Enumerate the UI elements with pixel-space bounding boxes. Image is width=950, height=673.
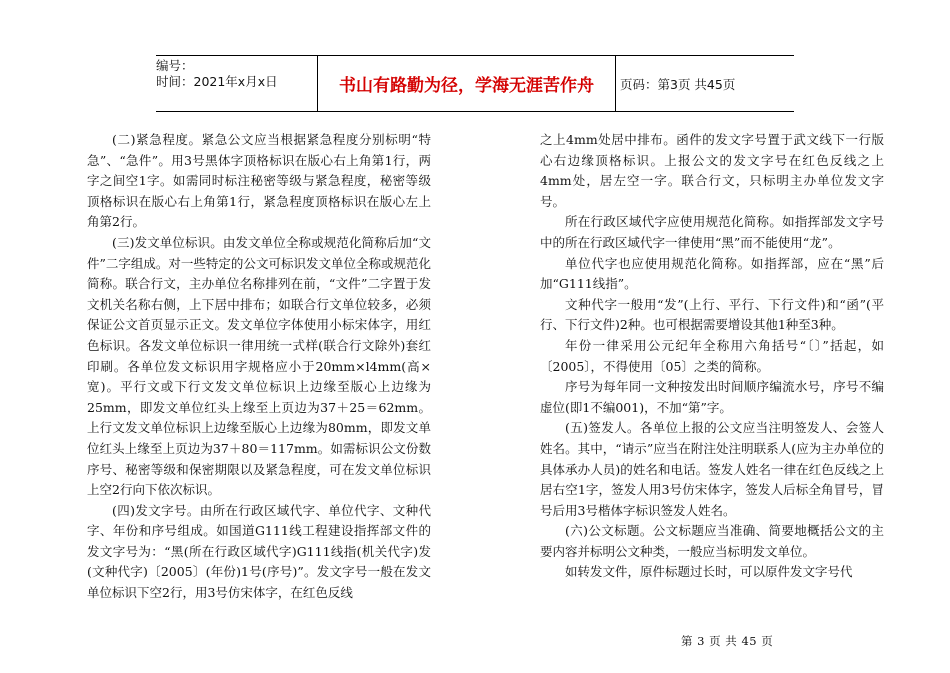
- header-motto-cell: [318, 56, 616, 111]
- paragraph: 年份一律采用公元纪年全称用六角括号“〔〕”括起，如〔2005〕，不得使用〔05〕之类的简称。: [540, 337, 884, 374]
- paragraph: (二)紧急程度。紧急公文应当根据紧急程度分别标明“特急”、“急件”。用3号黑体字顶格标识在版心右上角第1行，两字之间空1字。如需同时标注秘密等级与紧急程度，秘密等级顶格标识在版心右上角第1行，紧急程度顶格标识在版心左上角第2行。: [87, 132, 431, 230]
- document-time-label: 时间：2021年x月x日: [156, 74, 278, 89]
- paragraph: (三)发文单位标识。由发文单位全称或规范化简称后加“文件”二字组成。对一些特定的公文可标识发文单位全称或规范化简称。联合行文，主办单位名称排列在前，“文件”二字置于发文机关名称右侧，上下居中排布；如联合行文单位较多，必须保证公文首页显示正文。发文单位字体使用小标宋体字，用红色标识。各发文单位标识一律用统一式样(联合行文除外)套红印刷。各单位发文标识用字规格应小于20mm×l4mm(高×宽)。平行文或下行文发文单位标识上边缘至版心上边缘为25mm，即发文单位红头上缘至上页边为37＋25＝62mm。上行文发文单位标识上边缘至版心上边缘为80mm，即发文单位红头上缘至上页边为37＋80＝117mm。如需标识公文份数序号、秘密等级和保密期限以及紧急程度，可在发文单位标识上空2行向下依次标识。: [87, 234, 431, 498]
- header-motto: 书山有路勤为径，学海无涯苦作舟: [339, 76, 594, 96]
- document-number-label: 编号：: [156, 58, 194, 73]
- paragraph: 单位代字也应使用规范化简称。如指挥部，应在“黑”后加“G111线指”。: [540, 255, 884, 292]
- paragraph: 之上4mm处居中排布。函件的发文字号置于武文线下一行版心右边缘顶格标识。上报公文的发文字号在红色反线之上4mm处，居左空一字。联合行文，只标明主办单位发文字号。: [540, 132, 884, 209]
- paragraph: (五)签发人。各单位上报的公文应当注明签发人、会签人姓名。其中，“请示”应当在附注处注明联系人(应为主办单位的具体承办人员)的姓名和电话。签发人姓名一律在红色反线之上居右空1字，签发人用3号仿宋体字，签发人后标全角冒号，冒号后用3号楷体字标识签发人姓名。: [540, 420, 884, 518]
- left-text-column: [87, 130, 431, 604]
- paragraph: 如转发文件，原件标题过长时，可以原件发文字号代: [565, 564, 853, 580]
- right-text-column: [540, 130, 884, 583]
- document-header: [156, 55, 794, 112]
- header-meta-cell: [156, 56, 318, 111]
- paragraph: 序号为每年同一文种按发出时间顺序编流水号，序号不编虚位(即1不编001)，不加“第”字。: [540, 379, 884, 415]
- paragraph: (六)公文标题。公文标题应当准确、简要地概括公文的主要内容并标明公文种类，一般应当标明发文单位。: [540, 523, 884, 559]
- paragraph: 文种代字一般用“发”(上行、平行、下行文件)和“函”(平行、下行文件)2种。也可根据需要增设其他1种至3种。: [540, 296, 884, 333]
- paragraph: 所在行政区域代字应使用规范化简称。如指挥部发文字号中的所在行政区域代字一律使用“黑”而不能使用“龙”。: [540, 214, 884, 250]
- header-page-info: 页码：第3页 共45页: [620, 76, 736, 92]
- paragraph: (四)发文字号。由所在行政区域代字、单位代字、文种代字、年份和序号组成。如国道G111线工程建设指挥部文件的发文字号为：“黑(所在行政区域代字)G111线指(机关代字)发(文种代字)〔2005〕(年份)1号(序号)”。发文字号一般在发文单位标识下空2行，用3号仿宋体字，在红色反线: [87, 502, 431, 601]
- page-footer: 第 3 页 共 45 页: [681, 634, 774, 648]
